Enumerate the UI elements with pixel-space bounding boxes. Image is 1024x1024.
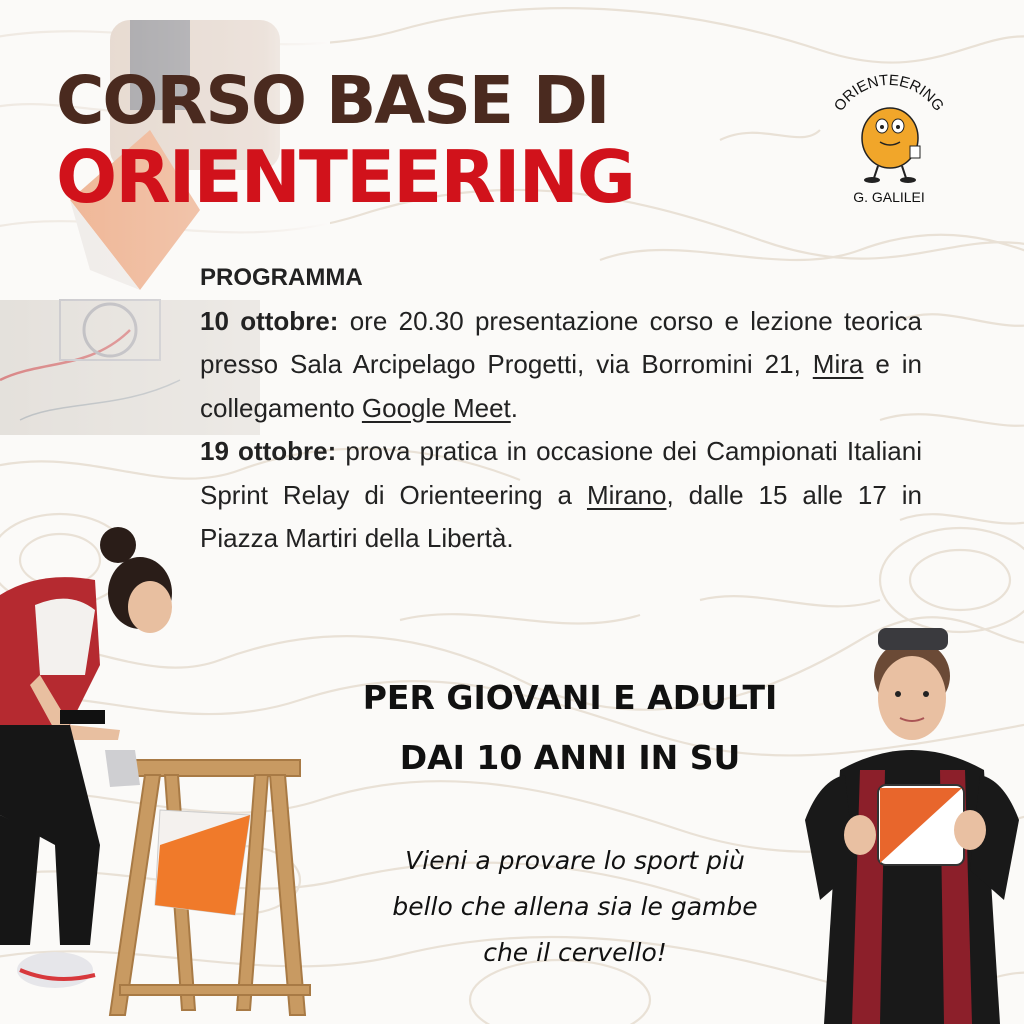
audience-line1: PER GIOVANI E ADULTI [362,678,778,717]
event-text: ore 20.30 presentazione corso e lezione teorica presso Sala Arcipelago Progetti, via Borromini 21, [200,305,922,379]
link-mirano[interactable]: Mirano [586,479,667,510]
event-date: 10 ottobre: [200,305,339,336]
event-text: e in collegamento [200,349,922,423]
logo-top-text: ORIENTEERING [830,71,948,115]
slogan-line3: che il cervello! [483,938,667,967]
event-text: . [510,392,518,423]
athlete-girl-photo [0,515,330,1024]
logo-bottom-text: G. GALILEI [853,189,925,205]
club-logo [814,60,964,210]
event-text: , dalle 15 alle 17 in Piazza Martiri della Libertà. [200,479,922,553]
event-text: prova pratica in occasione dei Campionati Italiani Sprint Relay di Orienteering a [200,436,922,510]
event-october-10 [200,300,922,431]
program-heading: PROGRAMMA [200,264,363,291]
slogan-line1: Vieni a provare lo sport più [405,846,745,875]
slogan-line2: bello che allena sia le gambe [392,892,758,921]
link-mira[interactable]: Mira [812,349,864,379]
cartoon-mascot-icon [862,108,920,183]
athlete-boy-photo [800,620,1024,1024]
link-google-meet[interactable]: Google Meet [361,392,511,423]
slogan [340,838,810,976]
event-date: 19 ottobre: [200,436,337,466]
page-title-line2: ORIENTEERING [56,135,634,219]
page-title-line1: CORSO BASE DI [56,62,609,139]
audience-line2: DAI 10 ANNI IN SU [399,738,741,777]
